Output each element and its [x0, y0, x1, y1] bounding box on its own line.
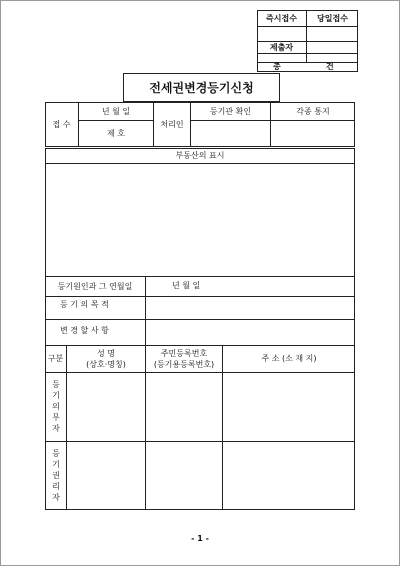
receipt-label: 접 수 — [52, 119, 71, 129]
col-id-header: 주민등록번호 — [160, 348, 208, 358]
receipt-number-label: 제 호 — [107, 128, 125, 138]
obligee-id-field[interactable] — [146, 442, 222, 509]
property-display-header: 부동산의 표시 — [175, 150, 225, 160]
obligor-id-field[interactable] — [146, 373, 222, 441]
col-category-header: 구분 — [47, 353, 64, 363]
page-title: 전세권변경등기신청 — [149, 81, 254, 95]
obligor-label: 등기의무자 — [52, 380, 60, 433]
registry-check-label: 등기관 확인 — [209, 106, 252, 116]
col-name-subheader: (상호·명칭) — [86, 359, 126, 369]
receipt-box-line — [257, 41, 358, 42]
receipt-box-line — [257, 53, 358, 54]
obligee-label: 등기권리자 — [52, 449, 60, 502]
processor-label: 처리인 — [160, 119, 184, 129]
property-display-area[interactable] — [46, 164, 354, 276]
cause-date-label: 등기원인과 그 연월일 — [57, 281, 133, 291]
col-id-subheader: (등기용등록번호) — [153, 359, 215, 369]
cause-date-value[interactable]: 년 월 일 — [172, 281, 201, 290]
obligor-name-field[interactable] — [67, 373, 145, 441]
receipt-date-label: 년 월 일 — [101, 106, 131, 116]
notifications-label: 각종 통지 — [296, 106, 330, 116]
changes-label: 변 경 할 사 항 — [60, 326, 109, 335]
obligee-name-field[interactable] — [67, 442, 145, 509]
submitter-label: 제출자 — [269, 42, 294, 52]
total-prefix: 총 — [273, 62, 281, 71]
total-suffix: 건 — [326, 62, 334, 71]
col-address-header: 주 소 (소 재 지) — [261, 353, 317, 363]
obligor-address-field[interactable] — [223, 373, 354, 441]
receipt-box-line — [257, 26, 358, 27]
page-number: - 1 - — [191, 533, 209, 543]
obligee-address-field[interactable] — [223, 442, 354, 509]
purpose-field[interactable] — [146, 297, 354, 318]
same-day-receipt-label: 당일접수 — [317, 13, 348, 23]
purpose-label: 등 기 의 목 적 — [60, 300, 109, 309]
instant-receipt-label: 즉시접수 — [266, 13, 297, 23]
col-name-header: 성 명 — [97, 348, 115, 358]
changes-field[interactable] — [146, 320, 354, 345]
